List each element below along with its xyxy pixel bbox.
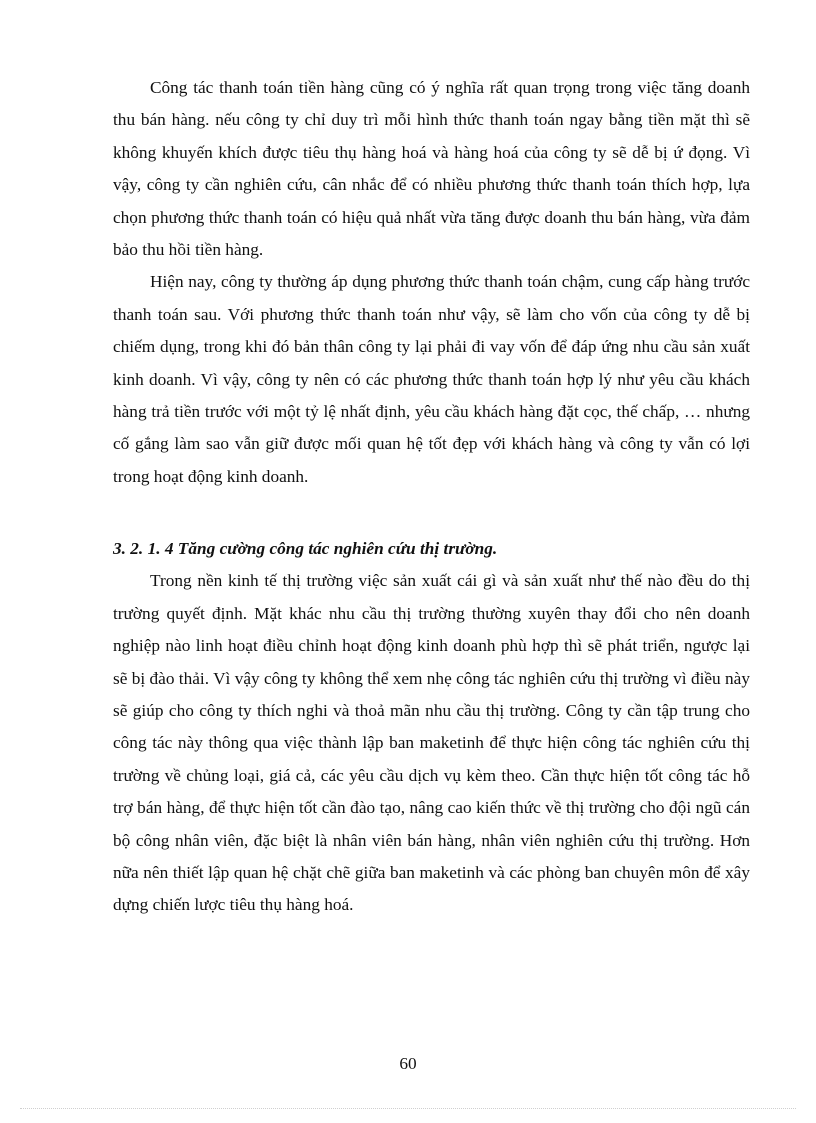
paragraph-payment-importance: Công tác thanh toán tiền hàng cũng có ý nghĩa rất quan trọng trong việc tăng doanh thu bán hàng. nếu công ty chỉ duy trì mỗi hình thức thanh toán ngay bằng tiền mặt thì sẽ không khuyến khích được tiêu thụ hàng hoá và hàng hoá của công ty sẽ dễ bị ứ đọng. Vì vậy, công ty cần nghiên cứu, cân nhắc để có nhiều phương thức thanh toán thích hợp, lựa chọn phương thức thanh toán có hiệu quả nhất vừa tăng được doanh thu bán hàng, vừa đảm bảo thu hồi tiền hàng. [113, 78, 750, 260]
document-body [113, 72, 750, 922]
paragraph-market-research: Trong nền kinh tế thị trường việc sản xuất cái gì và sản xuất như thế nào đều do thị trường quyết định. Mặt khác nhu cầu thị trường thường xuyên thay đổi cho nên doanh nghiệp nào linh hoạt điều chỉnh hoạt động kinh doanh phù hợp thì sẽ phát triển, ngược lại sẽ bị đào thải. Vì vậy công ty không thể xem nhẹ công tác nghiên cứu thị trường vì điều này sẽ giúp cho công ty thích nghi và thoả mãn nhu cầu thị trường. Công ty cần tập trung cho công tác này thông qua việc thành lập ban maketinh để thực hiện công tác nghiên cứu thị trường về chủng loại, giá cả, các yêu cầu dịch vụ kèm theo. Cần thực hiện tốt công tác hỗ trợ bán hàng, để thực hiện tốt cần đào tạo, nâng cao kiến thức về thị trường cho đội ngũ cán bộ công nhân viên, đặc biệt là nhân viên bán hàng, nhân viên nghiên cứu thị trường. Hơn nữa nên thiết lập quan hệ chặt chẽ giữa ban maketinh và các phòng ban chuyên môn để xây dựng chiến lược tiêu thụ hàng hoá. [113, 571, 750, 915]
page-bottom-divider [20, 1108, 796, 1109]
section-heading: 3. 2. 1. 4 Tăng cường công tác nghiên cứu thị trường. [113, 539, 498, 559]
page-number: 60 [399, 1054, 417, 1073]
paragraph-deferred-payment: Hiện nay, công ty thường áp dụng phương thức thanh toán chậm, cung cấp hàng trước thanh toán sau. Với phương thức thanh toán như vậy, sẽ làm cho vốn của công ty dễ bị chiếm dụng, trong khi đó bản thân công ty lại phải đi vay vốn để đáp ứng nhu cầu sản xuất kinh doanh. Vì vậy, công ty nên có các phương thức thanh toán hợp lý như yêu cầu khách hàng trả tiền trước với một tỷ lệ nhất định, yêu cầu khách hàng đặt cọc, thế chấp, … nhưng cố gắng làm sao vẫn giữ được mối quan hệ tốt đẹp với khách hàng và công ty vẫn có lợi trong hoạt động kinh doanh. [113, 272, 750, 486]
